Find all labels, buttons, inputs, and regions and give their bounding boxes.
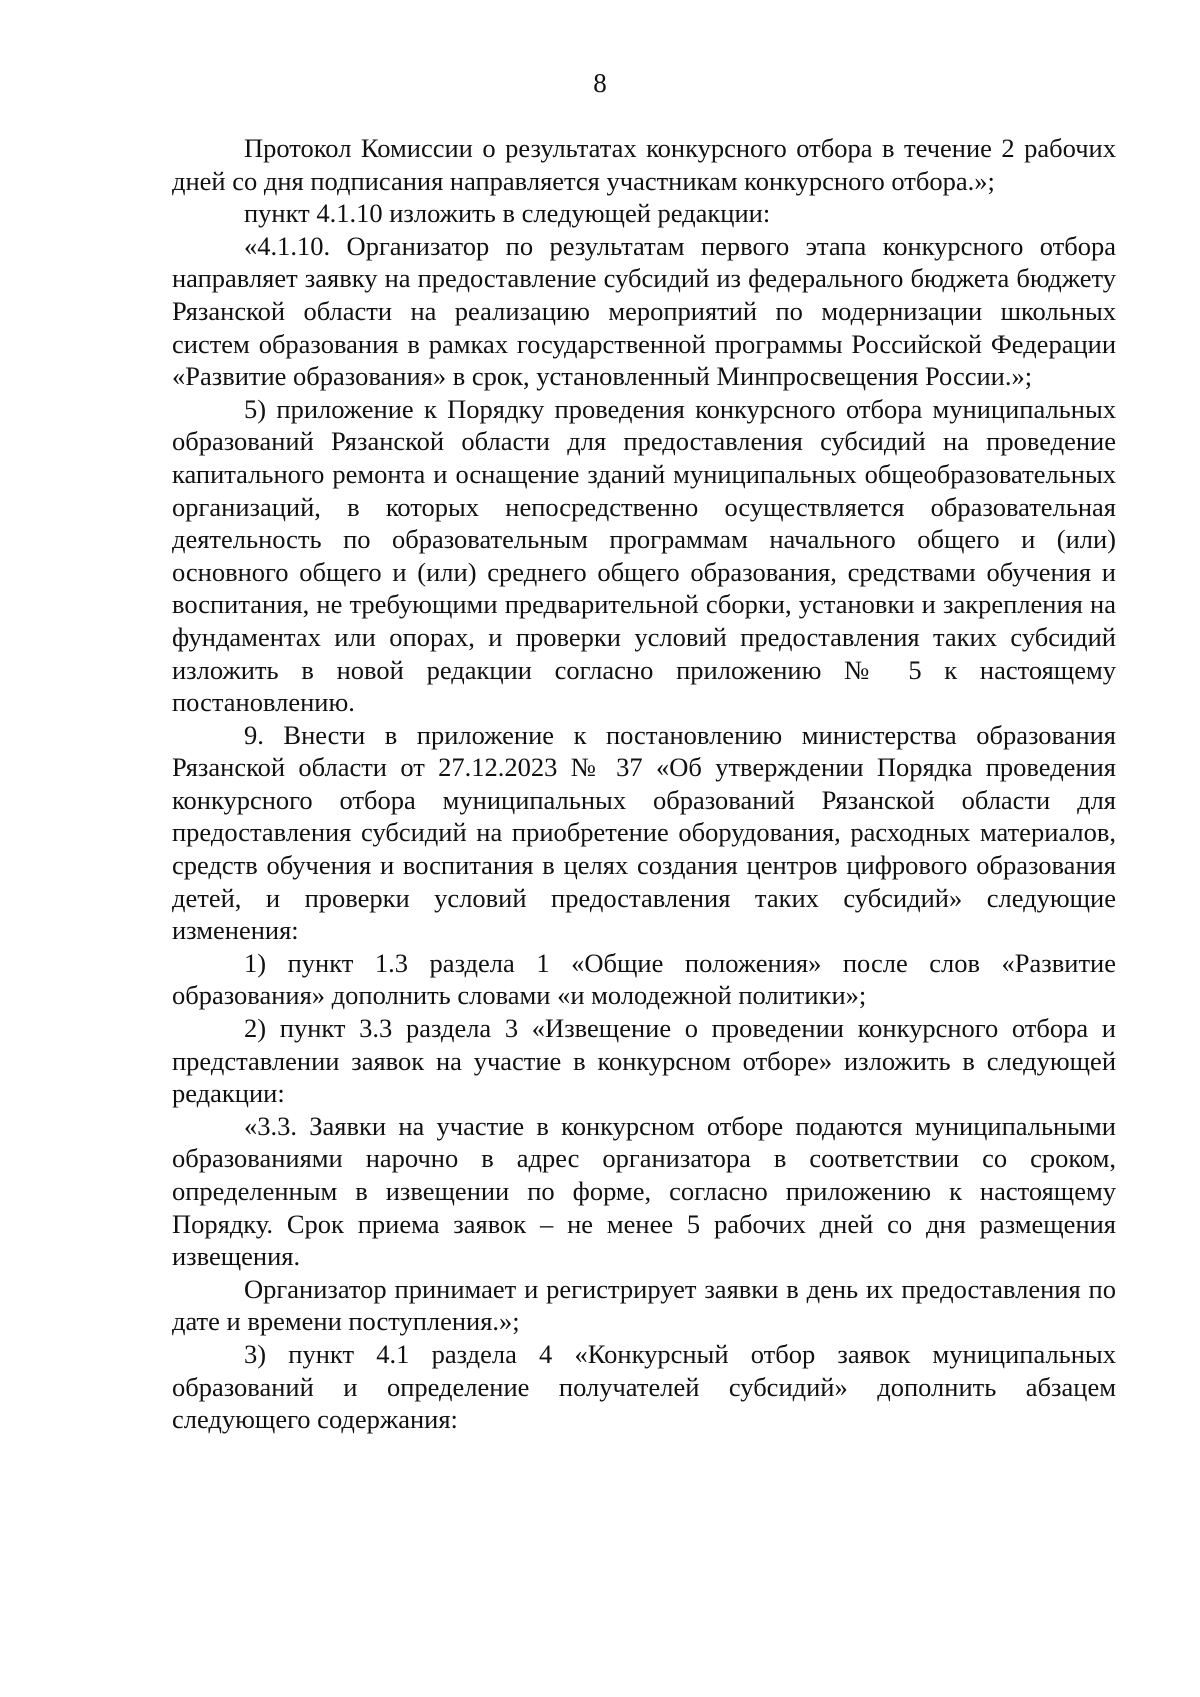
- paragraph-item-9-amendments: 9. Внести в приложение к постановлению министерства образования Рязанской области от 27.12.2023 № 37 «Об утверждении Порядка проведения конкурсного отбора муниципальных образований Рязанской области для предоставления субсидий на приобретение оборудования, расходных материалов, средств обучения и воспитания в целях создания центров цифрового образования детей, и проверки условий предоставления таких субсидий» следующие изменения:: [172, 719, 1116, 946]
- paragraph-subitem-1: 1) пункт 1.3 раздела 1 «Общие положения» после слов «Развитие образования» дополнить словами «и молодежной политики»;: [172, 947, 1116, 1011]
- paragraph-clause-4-1-10-text: «4.1.10. Организатор по результатам первого этапа конкурсного отбора направляет заявку на предоставление субсидий из федерального бюджета бюджету Рязанской области на реализацию мероприятий по модернизации школьных систем образования в рамках государственной программы Российской Федерации «Развитие образования» в срок, установленный Минпросвещения России.»;: [172, 230, 1116, 392]
- paragraph-subitem-2: 2) пункт 3.3 раздела 3 «Извещение о проведении конкурсного отбора и представлении заявок на участие в конкурсном отборе» изложить в следующей редакции:: [172, 1013, 1116, 1109]
- paragraph-subitem-3: 3) пункт 4.1 раздела 4 «Конкурсный отбор заявок муниципальных образований и определение получателей субсидий» дополнить абзацем следующего содержания:: [172, 1338, 1116, 1435]
- paragraph-clause-3-3-text: «3.3. Заявки на участие в конкурсном отборе подаются муниципальными образованиями нарочно в адрес организатора в соответствии со сроком, определенным в извещении по форме, согласно приложению к настоящему Порядку. Срок приема заявок – не менее 5 рабочих дней со дня размещения извещения.: [172, 1110, 1116, 1272]
- paragraph-item-5-appendix: 5) приложение к Порядку проведения конкурсного отбора муниципальных образований Рязанской области для предоставления субсидий на проведение капитального ремонта и оснащение зданий муниципальных общеобразовательных организаций, в которых непосредственно осуществляется образовательная деятельность по образовательным программам начального общего и (или) основного общего и (или) среднего общего образования, средствами обучения и воспитания, не требующими предварительной сборки, установки и закрепления на фундаментах или опорах, и проверки условий предоставления таких субсидий изложить в новой редакции согласно приложению № 5 к настоящему постановлению.: [172, 393, 1116, 718]
- page-number: 8: [593, 68, 607, 98]
- paragraph-clause-4-1-10-intro: пункт 4.1.10 изложить в следующей редакции:: [244, 198, 771, 229]
- paragraph-organizer-registration: Организатор принимает и регистрирует заявки в день их предоставления по дате и времени поступления.»;: [172, 1273, 1116, 1337]
- paragraph-protocol-notice: Протокол Комиссии о результатах конкурсного отбора в течение 2 рабочих дней со дня подписания направляется участникам конкурсного отбора.»;: [172, 133, 1116, 196]
- document-body: [172, 132, 1116, 1436]
